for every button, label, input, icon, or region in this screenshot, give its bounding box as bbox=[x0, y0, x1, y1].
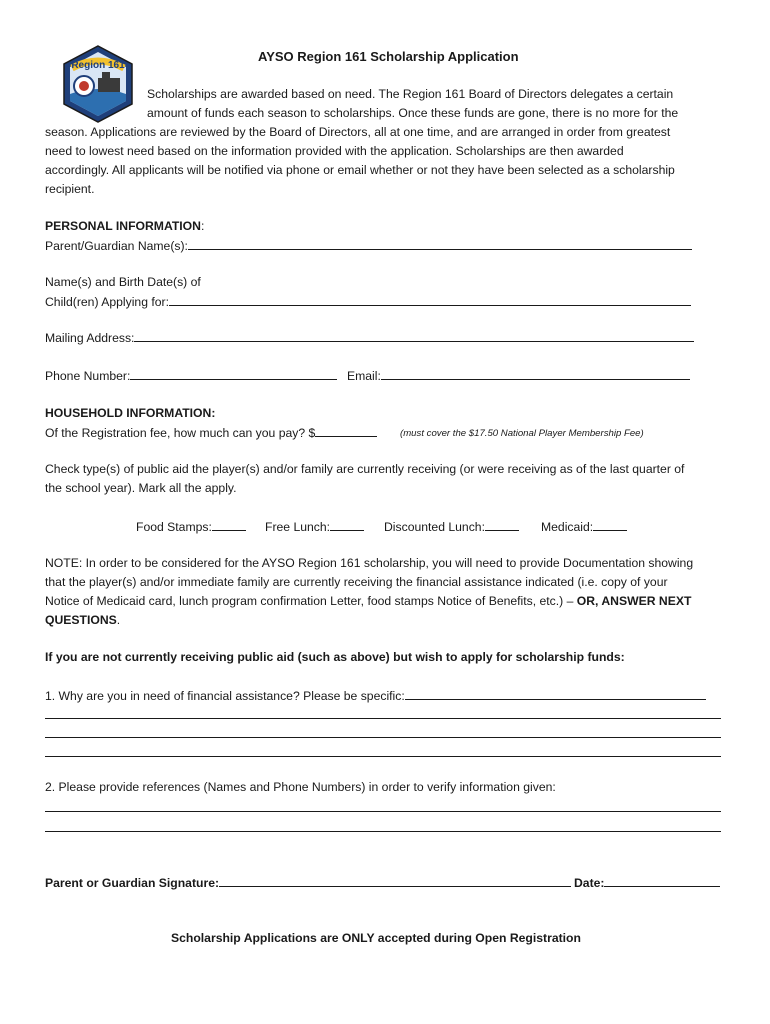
discounted-lunch-option bbox=[384, 517, 519, 537]
medicaid-field[interactable] bbox=[593, 517, 627, 531]
question-1-line-3[interactable] bbox=[45, 737, 721, 738]
question-1-label: 1. Why are you in need of financial assistance? Please be specific: bbox=[45, 689, 405, 703]
note-line-3-text: Notice of Medicaid card, lunch program confirmation Letter, food stamps Notice of Benefits, etc.) – bbox=[45, 594, 577, 608]
free-lunch-field[interactable] bbox=[330, 517, 364, 531]
household-info-heading: HOUSEHOLD INFORMATION: bbox=[45, 406, 216, 420]
email-row bbox=[347, 366, 690, 386]
fee-label: Of the Registration fee, how much can you pay? $ bbox=[45, 426, 316, 440]
fee-note: (must cover the $17.50 National Player Membership Fee) bbox=[400, 428, 644, 439]
address-field[interactable] bbox=[134, 328, 694, 342]
children-label-1: Name(s) and Birth Date(s) of bbox=[45, 275, 201, 289]
fee-field[interactable] bbox=[315, 423, 377, 437]
food-stamps-label: Food Stamps: bbox=[136, 520, 212, 534]
personal-info-heading-colon: : bbox=[200, 219, 205, 233]
note-line-4 bbox=[45, 611, 120, 630]
aid-line-1: Check type(s) of public aid the player(s) and/or family are currently receiving (or were receiving as of the last quarter of bbox=[45, 462, 685, 476]
children-field[interactable] bbox=[169, 292, 691, 306]
discounted-lunch-field[interactable] bbox=[485, 517, 519, 531]
intro-line-4: need to lowest need based on the information provided with the application. Scholarships are then awarded bbox=[45, 144, 624, 158]
note-line-4-end: . bbox=[116, 613, 121, 627]
note-line-3 bbox=[45, 592, 691, 611]
fee-row bbox=[45, 423, 377, 443]
children-label-2: Child(ren) Applying for: bbox=[45, 295, 169, 309]
signature-field[interactable] bbox=[219, 873, 571, 887]
parent-name-field[interactable] bbox=[188, 236, 692, 250]
email-label: Email: bbox=[347, 369, 381, 383]
address-label: Mailing Address: bbox=[45, 331, 135, 345]
address-row bbox=[45, 328, 694, 348]
phone-field[interactable] bbox=[130, 366, 337, 380]
intro-line-6: recipient. bbox=[45, 182, 95, 196]
question-1-line-2[interactable] bbox=[45, 718, 721, 719]
phone-row bbox=[45, 366, 337, 386]
intro-line-2: amount of funds each season to scholarships. Once these funds are gone, there is no more for the bbox=[147, 106, 679, 120]
date-field[interactable] bbox=[604, 873, 720, 887]
question-2-label: 2. Please provide references (Names and Phone Numbers) in order to verify information given: bbox=[45, 780, 556, 794]
medicaid-label: Medicaid: bbox=[541, 520, 594, 534]
intro-line-5: accordingly. All applicants will be notified via phone or email whether or not they have been selected as a scholarship bbox=[45, 163, 675, 177]
date-label: Date: bbox=[574, 876, 605, 890]
note-line-3-bold: OR, ANSWER NEXT bbox=[576, 594, 692, 608]
note-line-2: that the player(s) and/or immediate family are currently receiving the financial assistance indicated (i.e. copy of your bbox=[45, 575, 668, 589]
food-stamps-option bbox=[136, 517, 246, 537]
note-line-1: NOTE: In order to be considered for the AYSO Region 161 scholarship, you will need to provide Documentation showing bbox=[45, 556, 694, 570]
personal-info-heading bbox=[45, 217, 204, 236]
question-1-field[interactable] bbox=[405, 686, 706, 700]
medicaid-option bbox=[541, 517, 627, 537]
parent-name-row bbox=[45, 236, 692, 256]
food-stamps-field[interactable] bbox=[212, 517, 246, 531]
footer-notice: Scholarship Applications are ONLY accepted during Open Registration bbox=[171, 931, 581, 945]
email-field[interactable] bbox=[381, 366, 690, 380]
discounted-lunch-label: Discounted Lunch: bbox=[384, 520, 485, 534]
question-1-row bbox=[45, 686, 706, 706]
intro-line-3: season. Applications are reviewed by the Board of Directors, all at one time, and are arranged in order from greatest bbox=[45, 125, 671, 139]
free-lunch-label: Free Lunch: bbox=[265, 520, 331, 534]
personal-info-heading-text: PERSONAL INFORMATION bbox=[45, 219, 201, 233]
note-line-4-bold: QUESTIONS bbox=[45, 613, 117, 627]
questions-intro: If you are not currently receiving public aid (such as above) but wish to apply for scholarship funds: bbox=[45, 650, 625, 664]
free-lunch-option bbox=[265, 517, 364, 537]
question-2-line-2[interactable] bbox=[45, 831, 721, 832]
logo-text: Region 161 bbox=[71, 60, 125, 71]
children-row bbox=[45, 292, 691, 312]
signature-row bbox=[45, 873, 571, 893]
page-title: AYSO Region 161 Scholarship Application bbox=[258, 49, 519, 64]
parent-name-label: Parent/Guardian Name(s): bbox=[45, 239, 188, 253]
signature-label: Parent or Guardian Signature: bbox=[45, 876, 220, 890]
aid-line-2: the school year). Mark all the apply. bbox=[45, 481, 237, 495]
phone-label: Phone Number: bbox=[45, 369, 131, 383]
question-2-line-1[interactable] bbox=[45, 811, 721, 812]
ayso-region-logo bbox=[58, 44, 138, 124]
date-row bbox=[574, 873, 720, 893]
question-1-line-4[interactable] bbox=[45, 756, 721, 757]
intro-line-1: Scholarships are awarded based on need. The Region 161 Board of Directors delegates a certain bbox=[147, 87, 674, 101]
